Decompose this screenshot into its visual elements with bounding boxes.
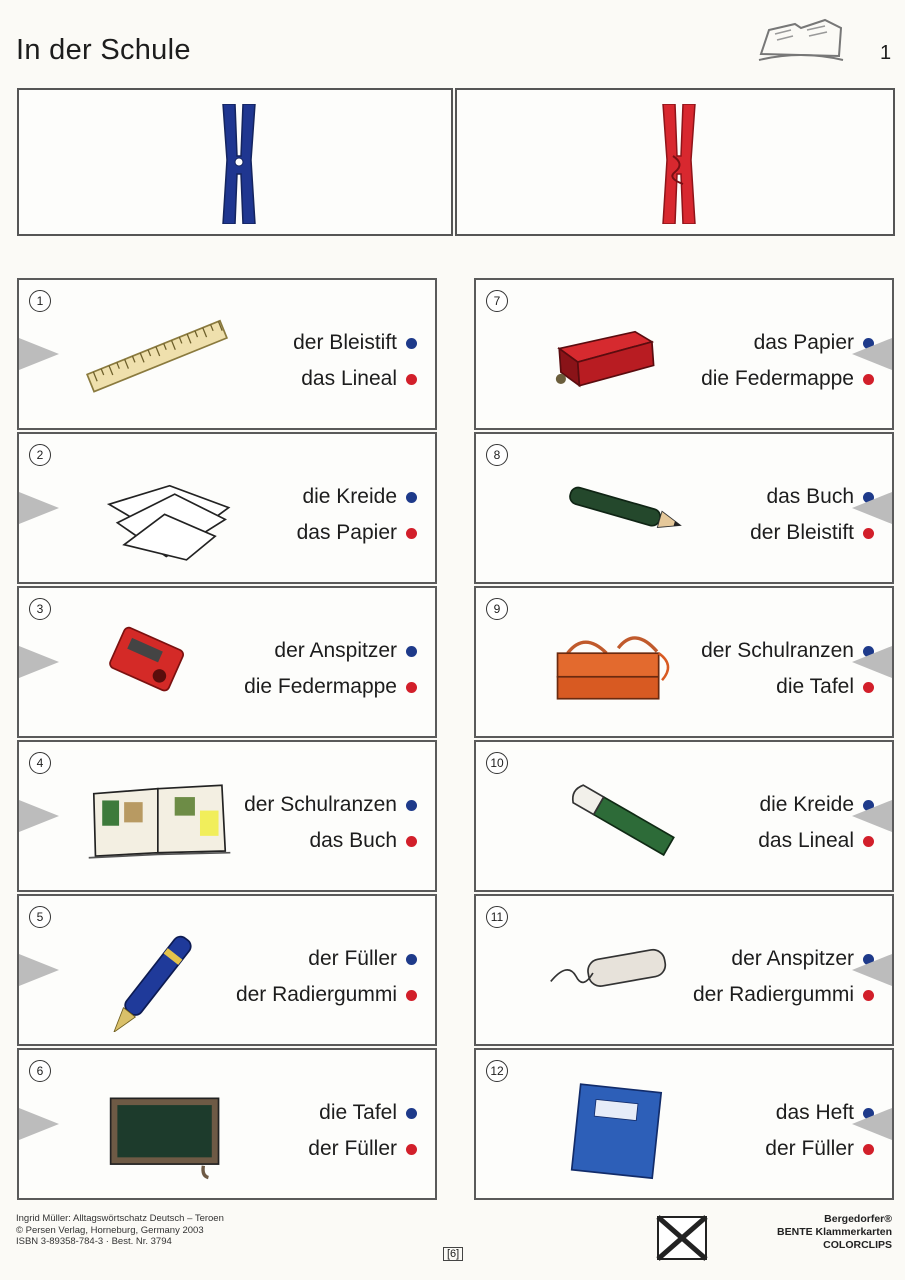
card-number: 1 [29, 290, 51, 312]
answer-options [244, 634, 417, 706]
exercise-card [474, 432, 894, 584]
answer-option-blue[interactable] [308, 1096, 417, 1132]
red-dot-icon [406, 836, 417, 847]
card-number: 9 [486, 598, 508, 620]
card-number: 11 [486, 906, 508, 928]
answer-label: die Tafel [319, 1101, 397, 1124]
answer-label: die Kreide [302, 485, 397, 508]
answer-option-red[interactable] [297, 516, 417, 552]
bergedorfer-logo-icon [755, 10, 847, 70]
blue-dot-icon [406, 954, 417, 965]
pointer-arrow-icon [19, 646, 59, 678]
blue-dot-icon [406, 338, 417, 349]
blue-dot-icon [406, 492, 417, 503]
answer-options [297, 480, 417, 552]
school-bag-icon [524, 606, 704, 724]
card-number: 10 [486, 752, 508, 774]
answer-label: die Kreide [759, 793, 854, 816]
answer-label: das Lineal [301, 367, 397, 390]
answer-option-blue[interactable] [244, 788, 417, 824]
card-number: 2 [29, 444, 51, 466]
fountain-pen-icon [67, 914, 247, 1032]
answer-option-blue[interactable] [293, 326, 417, 362]
answer-option-red[interactable] [293, 362, 417, 398]
exercise-card [17, 1048, 437, 1200]
answer-label: das Buch [766, 485, 854, 508]
red-dot-icon [863, 528, 874, 539]
blue-dot-icon [406, 646, 417, 657]
answer-label: der Radiergummi [692, 983, 854, 1006]
exercise-card [17, 432, 437, 584]
pencil-case-icon [524, 298, 704, 416]
book-icon [67, 760, 247, 878]
answer-option-red[interactable] [693, 978, 874, 1014]
answer-option-blue[interactable] [236, 942, 417, 978]
sharpener-icon [67, 606, 247, 724]
red-dot-icon [863, 374, 874, 385]
answer-label: der Schulranzen [701, 639, 854, 662]
answer-label: der Anspitzer [731, 947, 854, 970]
red-dot-icon [863, 836, 874, 847]
pointer-arrow-icon [19, 800, 59, 832]
answer-label: der Schulranzen [244, 793, 397, 816]
footer-brand [720, 1213, 892, 1252]
exercise-card [474, 894, 894, 1046]
answer-option-red[interactable] [308, 1132, 417, 1168]
answer-option-blue[interactable] [693, 942, 874, 978]
answer-options [701, 634, 874, 706]
answer-options [236, 942, 417, 1014]
exercise-card [17, 278, 437, 430]
pointer-arrow-icon [19, 492, 59, 524]
answer-options [308, 1096, 417, 1168]
brand-line: COLORCLIPS [823, 1239, 892, 1251]
exercise-card [474, 740, 894, 892]
blue-dot-icon [406, 800, 417, 811]
notebook-icon [524, 1068, 704, 1186]
footer-credits [16, 1213, 224, 1248]
pointer-arrow-icon [19, 338, 59, 370]
red-clothespin-icon [657, 104, 701, 224]
card-number: 6 [29, 1060, 51, 1082]
publisher-logo-icon [656, 1213, 711, 1263]
answer-label: der Füller [308, 1137, 397, 1160]
exercise-card [474, 1048, 894, 1200]
answer-option-red[interactable] [236, 978, 417, 1014]
exercise-card [17, 740, 437, 892]
answer-label: die Federmappe [701, 367, 854, 390]
answer-option-blue[interactable] [701, 326, 874, 362]
red-dot-icon [406, 374, 417, 385]
answer-options [293, 326, 417, 398]
ruler-icon [67, 298, 247, 416]
red-dot-icon [863, 1144, 874, 1155]
red-dot-icon [406, 528, 417, 539]
blue-clip-box [17, 88, 453, 236]
pointer-arrow-icon [852, 646, 892, 678]
answer-option-red[interactable] [244, 670, 417, 706]
card-number: 5 [29, 906, 51, 928]
answer-options [701, 326, 874, 398]
pointer-arrow-icon [19, 1108, 59, 1140]
brand-line: BENTE Klammerkarten [777, 1226, 892, 1238]
red-dot-icon [863, 682, 874, 693]
answer-option-blue[interactable] [701, 634, 874, 670]
answer-label: der Füller [765, 1137, 854, 1160]
exercise-card [474, 586, 894, 738]
exercise-card [474, 278, 894, 430]
blue-clothespin-icon [217, 104, 261, 224]
answer-label: der Bleistift [293, 331, 397, 354]
answer-option-blue[interactable] [297, 480, 417, 516]
eraser-icon [524, 914, 704, 1032]
card-number: 8 [486, 444, 508, 466]
answer-option-blue[interactable] [244, 634, 417, 670]
pointer-arrow-icon [852, 338, 892, 370]
footer-line: ISBN 3-89358-784-3 · Best. Nr. 3794 [16, 1236, 172, 1247]
blackboard-icon [67, 1068, 247, 1186]
pointer-arrow-icon [852, 954, 892, 986]
answer-option-red[interactable] [701, 670, 874, 706]
card-number: 7 [486, 290, 508, 312]
exercise-card [17, 586, 437, 738]
pointer-arrow-icon [852, 1108, 892, 1140]
brand-line: Bergedorfer® [824, 1213, 892, 1225]
exercise-card [17, 894, 437, 1046]
answer-label: das Heft [775, 1101, 854, 1124]
red-dot-icon [406, 682, 417, 693]
card-number: 4 [29, 752, 51, 774]
answer-label: das Lineal [758, 829, 854, 852]
answer-label: der Anspitzer [274, 639, 397, 662]
answer-options [244, 788, 417, 860]
answer-label: das Buch [309, 829, 397, 852]
page-number: 1 [880, 42, 892, 64]
red-dot-icon [406, 990, 417, 1001]
answer-options [693, 942, 874, 1014]
card-number: 12 [486, 1060, 508, 1082]
chalk-icon [524, 760, 704, 878]
answer-label: der Radiergummi [235, 983, 397, 1006]
page-title: In der Schule [16, 34, 191, 66]
footer-line: © Persen Verlag, Horneburg, Germany 2003 [16, 1224, 204, 1236]
red-dot-icon [406, 1144, 417, 1155]
answer-option-red[interactable] [701, 362, 874, 398]
blue-dot-icon [406, 1108, 417, 1119]
pointer-arrow-icon [19, 954, 59, 986]
answer-option-red[interactable] [244, 824, 417, 860]
paper-icon [67, 452, 247, 570]
red-dot-icon [863, 990, 874, 1001]
card-number: 3 [29, 598, 51, 620]
answer-label: die Federmappe [244, 675, 397, 698]
pencil-icon [524, 452, 704, 570]
footer-line: Ingrid Müller: Alltagswörtschatz Deutsch – Teroen [16, 1213, 224, 1224]
answer-label: der Bleistift [750, 521, 854, 544]
pointer-arrow-icon [852, 800, 892, 832]
answer-label: der Füller [308, 947, 397, 970]
red-clip-box [455, 88, 895, 236]
pointer-arrow-icon [852, 492, 892, 524]
answer-label: die Tafel [776, 675, 854, 698]
answer-label: das Papier [753, 331, 854, 354]
footer-page-ref: [6] [443, 1247, 463, 1261]
answer-label: das Papier [296, 521, 397, 544]
